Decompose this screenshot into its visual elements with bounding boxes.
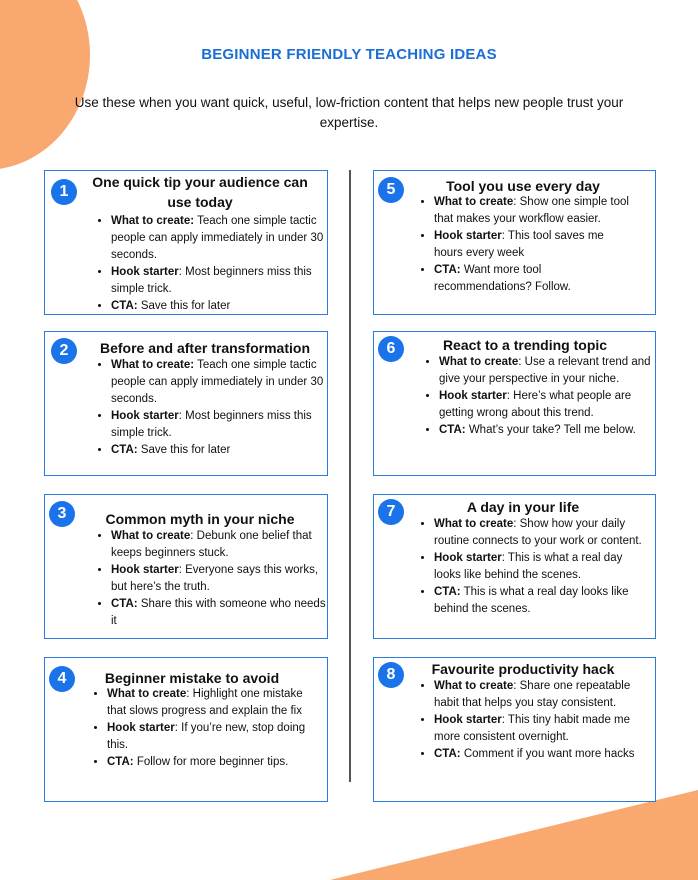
list-item: • Hook starter: If you’re new, stop doing this.: [107, 720, 323, 754]
card-bullets: [97, 357, 327, 459]
list-item: • CTA: Save this for later: [111, 298, 327, 315]
column-divider: [349, 170, 351, 782]
list-item: • What to create: Teach one simple tactic people can apply immediately in under 30 seconds.: [111, 357, 327, 408]
idea-card-5: [373, 170, 656, 315]
list-item: • Hook starter: Everyone says this works, but here’s the truth.: [111, 562, 327, 596]
card-bullets: [420, 194, 634, 296]
number-badge: 2: [51, 338, 77, 364]
card-title: Favourite productivity hack: [431, 661, 615, 677]
list-item: • Hook starter: This tiny habit made me more consistent overnight.: [434, 712, 644, 746]
list-item: • CTA: Want more tool recommendations? Follow.: [434, 262, 634, 296]
card-title: One quick tip your audience can use today: [92, 174, 308, 210]
list-item: • CTA: Follow for more beginner tips.: [107, 754, 323, 771]
list-item: • CTA: Comment if you want more hacks: [434, 746, 644, 763]
card-bullets: [93, 686, 323, 771]
number-badge: 4: [49, 666, 75, 692]
number-badge: 6: [378, 336, 404, 362]
list-item: • CTA: What’s your take? Tell me below.: [439, 422, 653, 439]
idea-card-3: [44, 494, 328, 639]
list-item: • Hook starter: This is what a real day looks like behind the scenes.: [434, 550, 642, 584]
card-title: React to a trending topic: [442, 337, 608, 353]
list-item: • What to create: Show one simple tool that makes your workflow easier.: [434, 194, 634, 228]
list-item: • CTA: Share this with someone who needs it: [111, 596, 327, 630]
card-bullets: [97, 528, 327, 630]
page-subtitle: Use these when you want quick, useful, low-friction content that helps new people trust your expertise.: [74, 95, 624, 130]
list-item: • Hook starter: Most beginners miss this simple trick.: [111, 408, 327, 442]
list-item: • CTA: This is what a real day looks like behind the scenes.: [434, 584, 642, 618]
list-item: • What to create: Show how your daily routine connects to your work or content.: [434, 516, 642, 550]
list-item: • CTA: Save this for later: [111, 442, 327, 459]
idea-card-7: [373, 494, 656, 639]
number-badge: 7: [378, 499, 404, 525]
list-item: • Hook starter: Most beginners miss this simple trick.: [111, 264, 327, 298]
list-item: • Hook starter: Here’s what people are getting wrong about this trend.: [439, 388, 653, 422]
page-title: BEGINNER FRIENDLY TEACHING IDEAS: [201, 46, 497, 63]
list-item: • What to create: Use a relevant trend and give your perspective in your niche.: [439, 354, 653, 388]
card-title: Tool you use every day: [446, 178, 600, 194]
card-title: Before and after transformation: [99, 340, 311, 356]
card-title: A day in your life: [466, 499, 580, 515]
idea-card-1: [44, 170, 328, 315]
list-item: • What to create: Share one repeatable habit that helps you stay consistent.: [434, 678, 644, 712]
list-item: • Hook starter: This tool saves me hours every week: [434, 228, 634, 262]
list-item: • What to create: Debunk one belief that keeps beginners stuck.: [111, 528, 327, 562]
card-title: Common myth in your niche: [105, 511, 295, 527]
list-item: • What to create: Teach one simple tactic people can apply immediately in under 30 seconds.: [111, 213, 327, 264]
card-bullets: [97, 213, 327, 315]
idea-card-6: [373, 331, 656, 476]
number-badge: 3: [49, 501, 75, 527]
idea-card-4: [44, 657, 328, 802]
card-bullets: [420, 516, 642, 618]
number-badge: 5: [378, 177, 404, 203]
idea-card-2: [44, 331, 328, 476]
number-badge: 1: [51, 179, 77, 205]
card-title: Beginner mistake to avoid: [104, 670, 280, 686]
number-badge: 8: [378, 662, 404, 688]
card-bullets: [425, 354, 653, 439]
list-item: • What to create: Highlight one mistake that slows progress and explain the fix: [107, 686, 323, 720]
idea-card-8: [373, 657, 656, 802]
card-bullets: [420, 678, 644, 763]
